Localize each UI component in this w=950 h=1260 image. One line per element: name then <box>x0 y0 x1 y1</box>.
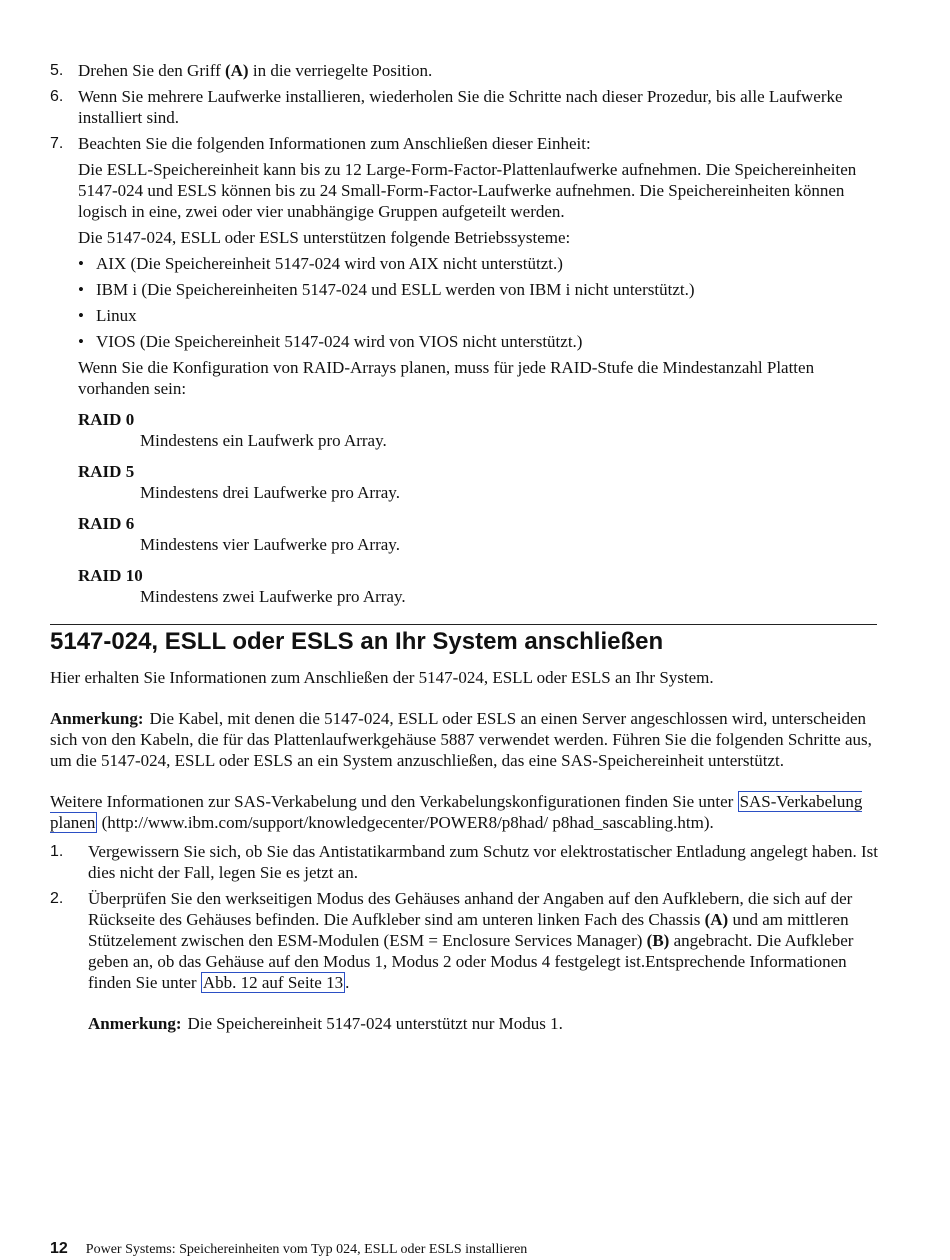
raid-term: RAID 6 <box>78 514 135 533</box>
raid-term: RAID 10 <box>78 566 143 585</box>
step-number: 7. <box>50 135 64 152</box>
note-text: Die Speichereinheit 5147-024 unterstützt nur Modus 1. <box>187 1014 563 1033</box>
step-note <box>88 1013 880 1034</box>
step-number: 6. <box>50 88 64 105</box>
callout-a: (A) <box>704 910 729 929</box>
note-label: Anmerkung: <box>88 1014 182 1033</box>
step-number: 1. <box>50 843 64 860</box>
connect-step-2 <box>50 888 880 1034</box>
section-intro: Hier erhalten Sie Informationen zum Anschließen der 5147-024, ESLL oder ESLS an Ihr System. <box>50 668 714 687</box>
capacity-paragraph: Die ESLL-Speichereinheit kann bis zu 12 Large-Form-Factor-Plattenlaufwerke aufnehmen. Die Speichereinheiten 5147-024 und ESLS können bis zu 24 Small-Form-Factor-Laufwerke aufnehmen. Die Speichereinheiten können logisch in eine, zwei oder vier unabhängige Gruppen aufgeteilt werden. <box>78 160 857 221</box>
raid-term: RAID 0 <box>78 410 135 429</box>
step-6 <box>50 86 880 128</box>
callout-a: (A) <box>224 61 249 80</box>
step-text: Drehen Sie den Griff (A) in die verriegelte Position. <box>78 61 433 80</box>
step-intro: Beachten Sie die folgenden Informationen zum Anschließen dieser Einheit: <box>78 134 591 153</box>
os-item: • IBM i (Die Speichereinheiten 5147-024 und ESLL werden von IBM i nicht unterstützt.) <box>78 279 880 300</box>
note-label: Anmerkung: <box>50 709 144 728</box>
section-body <box>50 667 880 1039</box>
procedure-list <box>50 60 880 612</box>
step-5 <box>50 60 880 81</box>
raid-desc: Mindestens ein Laufwerk pro Array. <box>140 431 387 450</box>
raid-desc: Mindestens zwei Laufwerke pro Array. <box>140 587 406 606</box>
raid-definition-list <box>78 409 880 607</box>
os-intro: Die 5147-024, ESLL oder ESLS unterstützen folgende Betriebssysteme: <box>78 228 571 247</box>
section-divider <box>50 624 877 625</box>
raid-intro: Wenn Sie die Konfiguration von RAID-Arrays planen, muss für jede RAID-Stufe die Mindestanzahl Platten vorhanden sein: <box>78 358 815 398</box>
footer-title: Power Systems: Speichereinheiten vom Typ 024, ESLL oder ESLS installieren <box>85 1242 528 1257</box>
os-item: • Linux <box>78 305 880 326</box>
section-heading: 5147-024, ESLL oder ESLS an Ihr System anschließen <box>50 628 664 655</box>
step-number: 5. <box>50 62 64 79</box>
figure-link[interactable]: Abb. 12 auf Seite 13 <box>202 973 344 992</box>
sas-cabling-link[interactable]: SAS-Verkabelung planen <box>50 792 863 832</box>
step-number: 2. <box>50 890 64 907</box>
connect-steps-list <box>50 841 880 1034</box>
note-text: Die Kabel, mit denen die 5147-024, ESLL oder ESLS an einen Server angeschlossen wird, unterscheiden sich von den Kabeln, die für das Plattenlaufwerkgehäuse 5887 verwendet werden. Führen Sie die folgenden Schritte aus, um die 5147-024, ESLL oder ESLS an ein System anzuschließen, das eine SAS-Speichereinheit unterstützt. <box>50 709 872 770</box>
note-paragraph <box>50 708 880 771</box>
callout-b: (B) <box>646 931 670 950</box>
more-info-paragraph: Weitere Informationen zur SAS-Verkabelung und den Verkabelungskonfigurationen finden Sie unter SAS-Verkabelung planen (http://www.ibm.com/support/knowledgecenter/POWER8/p8had/ p8had_sascabling.htm). <box>50 792 863 832</box>
os-item: • VIOS (Die Speichereinheit 5147-024 wird von VIOS nicht unterstützt.) <box>78 331 880 352</box>
raid-term: RAID 5 <box>78 462 135 481</box>
connect-step-1 <box>50 841 880 883</box>
raid-desc: Mindestens drei Laufwerke pro Array. <box>140 483 400 502</box>
step-text: Überprüfen Sie den werkseitigen Modus des Gehäuses anhand der Angaben auf den Aufklebern, die sich auf der Rückseite des Gehäuses befinden. Die Aufkleber sind am unteren linken Fach des Chassis (A) und am mittleren Stützelement zwischen den ESM-Modulen (ESM = Enclosure Services Manager) (B) angebracht. Die Aufkleber geben an, ob das Gehäuse auf den Modus 1, Modus 2 oder Modus 4 festgelegt ist.Entsprechende Informationen finden Sie unter Abb. 12 auf Seite 13 . <box>88 889 854 992</box>
raid-desc: Mindestens vier Laufwerke pro Array. <box>140 535 400 554</box>
page-footer <box>50 1240 880 1259</box>
step-text: Vergewissern Sie sich, ob Sie das Antistatikarmband zum Schutz vor elektrostatischer Entladung angelegt haben. Ist dies nicht der Fall, legen Sie es jetzt an. <box>88 842 879 882</box>
os-list <box>78 253 880 352</box>
page-number: 12 <box>50 1240 68 1257</box>
step-7 <box>50 133 880 607</box>
step-text: Wenn Sie mehrere Laufwerke installieren, wiederholen Sie die Schritte nach dieser Prozedur, bis alle Laufwerke installiert sind. <box>78 87 843 127</box>
os-item: • AIX (Die Speichereinheit 5147-024 wird von AIX nicht unterstützt.) <box>78 253 880 274</box>
